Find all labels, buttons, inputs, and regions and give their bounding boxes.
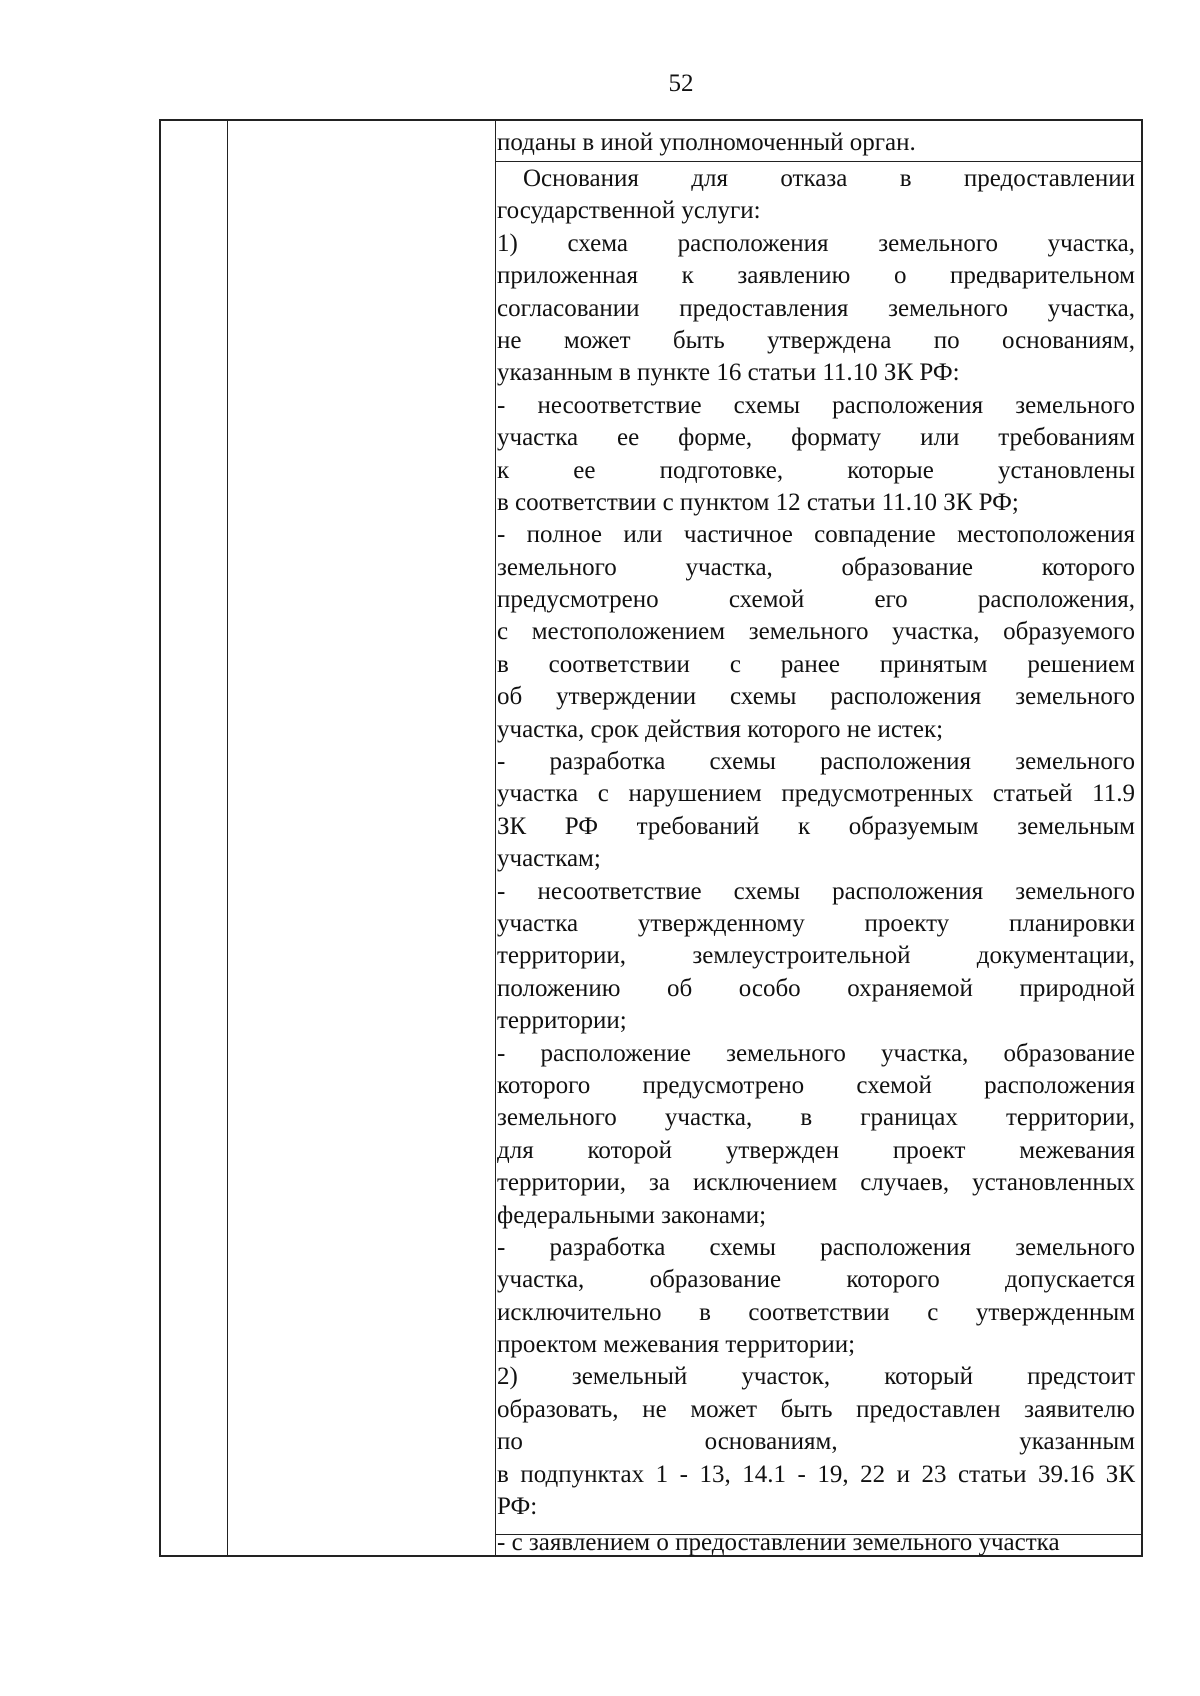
text-line: - разработка схемы расположения земельного (497, 1233, 1135, 1261)
column-divider (495, 121, 496, 1555)
text-line: земельного участка, образование которого (497, 553, 1135, 581)
text-line: для которой утвержден проект межевания (497, 1136, 1135, 1164)
text-line: земельного участка, в границах территории, (497, 1104, 1135, 1132)
text-line: территории, за исключением случаев, установленных (497, 1169, 1135, 1197)
text-line: федеральными законами; (497, 1201, 767, 1229)
text-line: территории; (497, 1007, 627, 1035)
text-line: 1) схема расположения земельного участка, (497, 229, 1135, 257)
text-line: исключительно в соответствии с утвержденным (497, 1298, 1135, 1326)
text-line: по основаниям, указанным (497, 1428, 1135, 1456)
text-line: 2) земельный участок, который предстоит (497, 1363, 1135, 1391)
text-line: приложенная к заявлению о предварительном (497, 262, 1135, 290)
text-line: участка утвержденному проекту планировки (497, 909, 1135, 937)
text-line: - несоответствие схемы расположения земельного (497, 391, 1135, 419)
text-line: предусмотрено схемой его расположения, (497, 586, 1135, 614)
text-line: к ее подготовке, которые установлены (497, 456, 1135, 484)
text-line: ЗК РФ требований к образуемым земельным (497, 812, 1135, 840)
table-cell-row1 (497, 127, 1135, 159)
text-line: территории, землеустроительной документации, (497, 942, 1135, 970)
column-divider (227, 121, 228, 1555)
text-line: участка, срок действия которого не истек; (497, 715, 944, 743)
page-number: 52 (668, 70, 694, 97)
text-line: положению об особо охраняемой природной (497, 974, 1135, 1002)
text-line: об утверждении схемы расположения земельного (497, 683, 1135, 711)
row-divider (495, 161, 1141, 162)
text-line: Основания для отказа в предоставлении (523, 165, 1135, 192)
text-line: в подпунктах 1 - 13, 14.1 - 19, 22 и 23 статьи 39.16 ЗК (497, 1460, 1135, 1488)
text-line: которого предусмотрено схемой расположения (497, 1071, 1135, 1099)
text-line: образовать, не может быть предоставлен заявителю (497, 1395, 1135, 1423)
text-line: проектом межевания территории; (497, 1331, 856, 1359)
text-line: участкам; (497, 845, 601, 873)
table-cell-row3 (497, 1527, 1135, 1559)
text-line: - несоответствие схемы расположения земельного (497, 877, 1135, 905)
text-line: с местоположением земельного участка, образуемого (497, 618, 1135, 646)
text-line: - расположение земельного участка, образование (497, 1039, 1135, 1067)
text-line: участка ее форме, формату или требованиям (497, 424, 1135, 452)
text-line: в соответствии с ранее принятым решением (497, 650, 1135, 678)
text-line: в соответствии с пунктом 12 статьи 11.10 ЗК РФ; (497, 488, 1019, 516)
text-line: участка с нарушением предусмотренных статьей 11.9 (497, 780, 1135, 808)
text-line: не может быть утверждена по основаниям, (497, 326, 1135, 354)
text-line: государственной услуги: (497, 197, 761, 225)
document-table (159, 119, 1143, 1557)
table-cell-row2 (497, 163, 1135, 1523)
text-line: согласовании предоставления земельного участка, (497, 294, 1135, 322)
text-line: - полное или частичное совпадение местоположения (497, 521, 1135, 549)
text-line: указанным в пункте 16 статьи 11.10 ЗК РФ: (497, 359, 960, 387)
text-line: поданы в иной уполномоченный орган. (497, 129, 916, 156)
text-line: участка, образование которого допускается (497, 1266, 1135, 1294)
text-line: - разработка схемы расположения земельного (497, 748, 1135, 776)
text-line: РФ: (497, 1493, 538, 1521)
text-line: - с заявлением о предоставлении земельного участка (497, 1529, 1060, 1556)
